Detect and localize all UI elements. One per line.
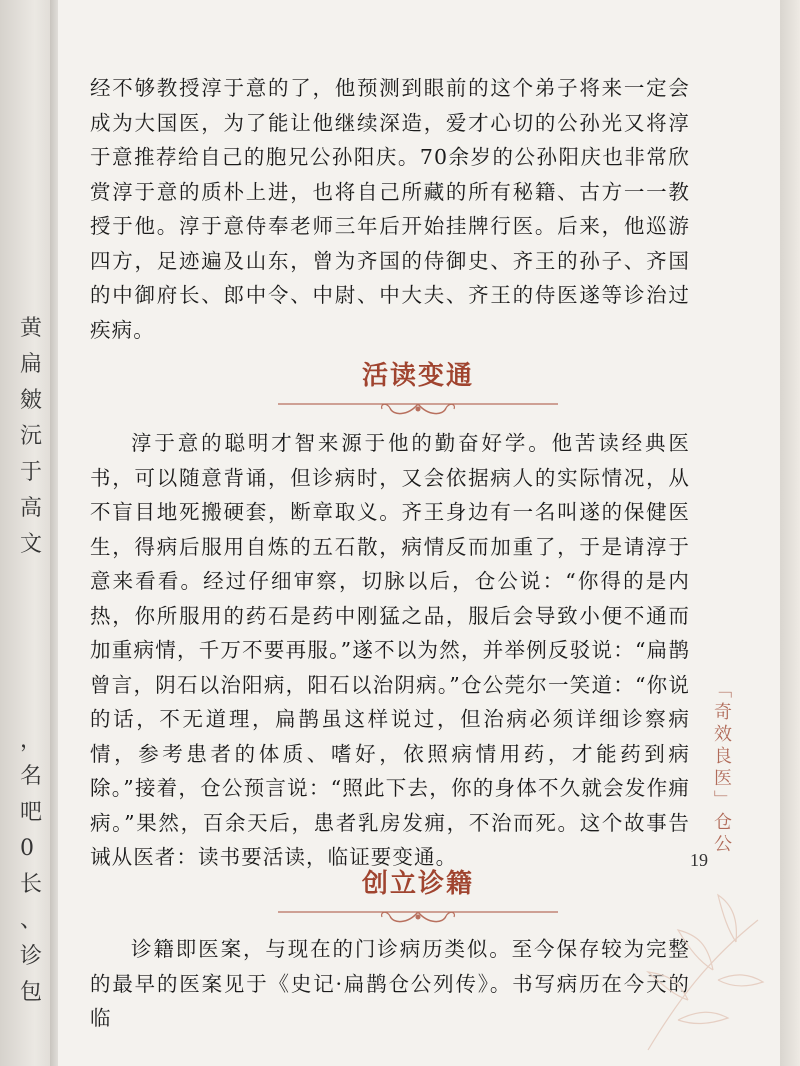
section-heading-1 xyxy=(238,358,598,418)
paragraph-huodu: 淳于意的聪明才智来源于他的勤奋好学。他苦读经典医书，可以随意背诵，但诊病时，又会依据病人的实际情况，从不盲目地死搬硬套，断章取义。齐王身边有一名叫遂的保健医生，得病后服用自炼的五石散，病情反而加重了，于是请淳于意来看看。经过仔细审察，切脉以后，仓公说：“你得的是内热，你所服用的药石是药中刚猛之品，服后会导致小便不通而加重病情，千万不要再服。”遂不以为然，并举例反驳说：“扁鹊曾言，阴石以治阳病，阳石以治阴病。”仓公莞尔一笑道：“你说的话，不无道理，扁鹊虽这样说过，但治病必须详细诊察病情，参考患者的体质、嗜好，依照病情用药，才能药到病除。”接着，仓公预言说：“照此下去，你的身体不久就会发作痈病。”果然，百余天后，患者乳房发痈，不治而死。这个故事告诫从医者：读书要活读，临证要变通。 xyxy=(90,431,690,869)
facing-page-chars-top xyxy=(20,318,42,556)
facing-char: ， xyxy=(20,728,43,753)
facing-char: 长 xyxy=(20,872,43,897)
paragraph-zhenji: 诊籍即医案，与现在的门诊病历类似。至今保存较为完整的最早的医案见于《史记·扁鹊仓公列传》。书写病历在今天的临 xyxy=(90,937,690,1030)
heading-chuangli-zhenji: 创立诊籍 xyxy=(361,869,474,899)
facing-char: 于 xyxy=(20,460,43,485)
facing-char: 诊 xyxy=(20,944,43,969)
facing-char: 文 xyxy=(20,532,43,557)
facing-char: 吧 xyxy=(20,800,43,825)
running-header: 「奇效良医」仓公 xyxy=(711,680,732,856)
leaf-decoration-icon xyxy=(618,860,778,1060)
facing-char: 名 xyxy=(20,764,43,789)
facing-char: 高 xyxy=(20,496,43,521)
page-edge xyxy=(780,0,800,1066)
paragraph-intro: 经不够教授淳于意的了，他预测到眼前的这个弟子将来一定会成为大国医，为了能让他继续深造，爱才心切的公孙光又将淳于意推荐给自己的胞兄公孙阳庆。70余岁的公孙阳庆也非常欣赏淳于意的质朴上进，也将自己所藏的所有秘籍、古方一一教授于他。淳于意侍奉老师三年后开始挂牌行医。后来，他巡游四方，足迹遍及山东，曾为齐国的侍御史、齐王的孙子、齐国的中御府长、郎中令、中尉、中大夫、齐王的侍医遂等诊治过疾病。 xyxy=(90,76,690,342)
section-heading-2 xyxy=(238,866,598,926)
heading-ornament-icon xyxy=(268,904,568,926)
book-page xyxy=(58,0,780,1066)
facing-page-chars-bottom xyxy=(20,730,42,1004)
heading-ornament-icon xyxy=(268,396,568,418)
facing-char: 皴 xyxy=(20,388,43,413)
page-number: 19 xyxy=(690,850,708,870)
facing-char: 包 xyxy=(20,980,43,1005)
facing-char: 沅 xyxy=(20,424,43,449)
facing-char: 0 xyxy=(20,836,34,861)
facing-char: 、 xyxy=(20,908,43,933)
facing-char: 黄 xyxy=(20,316,43,341)
facing-char: 扁 xyxy=(20,352,43,377)
heading-huodu-biantong: 活读变通 xyxy=(361,361,474,391)
